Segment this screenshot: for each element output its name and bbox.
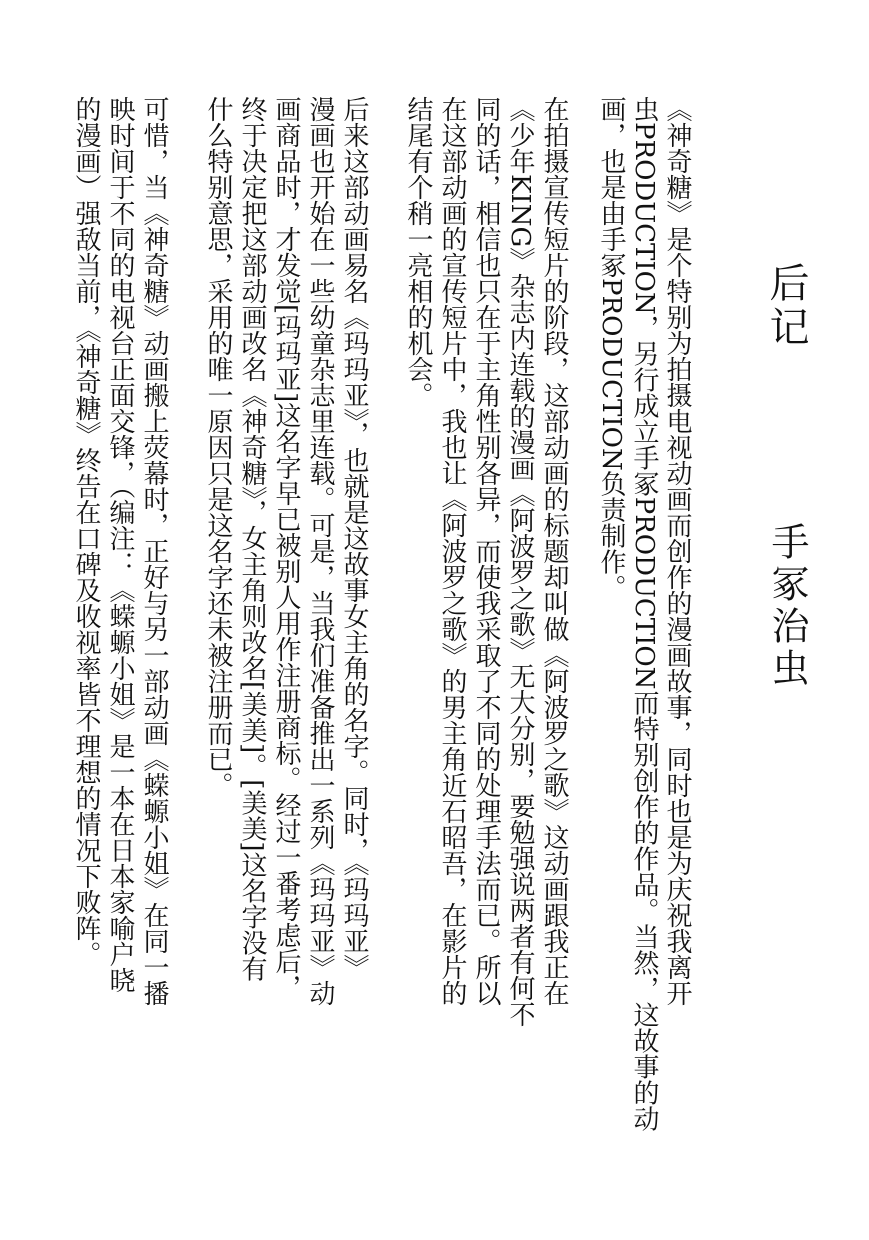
text-line: 在这部动画的宣传短片中，我也让《阿波罗之歌》的男主角近石昭吾，在影片的: [437, 96, 467, 1006]
text-line: 《少年KING》杂志内连载的漫画《阿波罗之歌》无大分别，要勉强说两者有何不: [505, 96, 535, 1028]
text-line: 同的话，相信也只在于主角性别各异，而使我采取了不同的处理手法而已。所以: [471, 96, 501, 1006]
text-line: 漫画也开始在一些幼童杂志里连载。可是，当我们准备推出一系列《玛玛亚》动: [305, 96, 335, 1006]
text-line: 映时间于不同的电视台正面交锋，（编注：《蝾螈小姐》是一本在日本家喻户晓: [105, 96, 135, 993]
author-name: 手冢治虫: [765, 522, 809, 690]
text-line: 可惜，当《神奇糖》动画搬上荧幕时，正好与另一部动画《蝾螈小姐》在同一播: [139, 96, 169, 1006]
text-line: 结尾有个稍一亮相的机会。: [403, 96, 433, 408]
text-line: 画商品时，才发觉[玛玛亚]这名字早已被别人用作注册商标。经过一番考虑后，: [271, 96, 301, 1001]
page-title: 后记: [763, 262, 809, 350]
text-line: 在拍摄宣传短片的阶段，这部动画的标题却叫做《阿波罗之歌》这动画跟我正在: [539, 96, 569, 1006]
text-line: 什么特别意思，采用的唯一原因只是这名字还未被注册而已。: [203, 96, 233, 798]
text-line: 画，也是由手冢PRODUCTION负责制作。: [596, 96, 626, 601]
text-line: 虫PRODUCTION，另行成立手冢PRODUCTION而特别创作的作品。当然，这故事的动: [629, 96, 659, 1132]
text-line: 《神奇糖》是个特别为拍摄电视动画而创作的漫画故事，同时也是为庆祝我离开: [662, 96, 692, 1006]
text-line: 的漫画）强敌当前，《神奇糖》终告在口碑及收视率皆不理想的情况下败阵。: [71, 96, 101, 967]
text-line: 后来这部动画易名《玛玛亚》，也就是这故事女主角的名字。同时，《玛玛亚》: [339, 96, 369, 980]
text-line: 终于决定把这部动画改名《神奇糖》，女主角则改名[美美]。[美美]这名字没有: [237, 96, 267, 982]
